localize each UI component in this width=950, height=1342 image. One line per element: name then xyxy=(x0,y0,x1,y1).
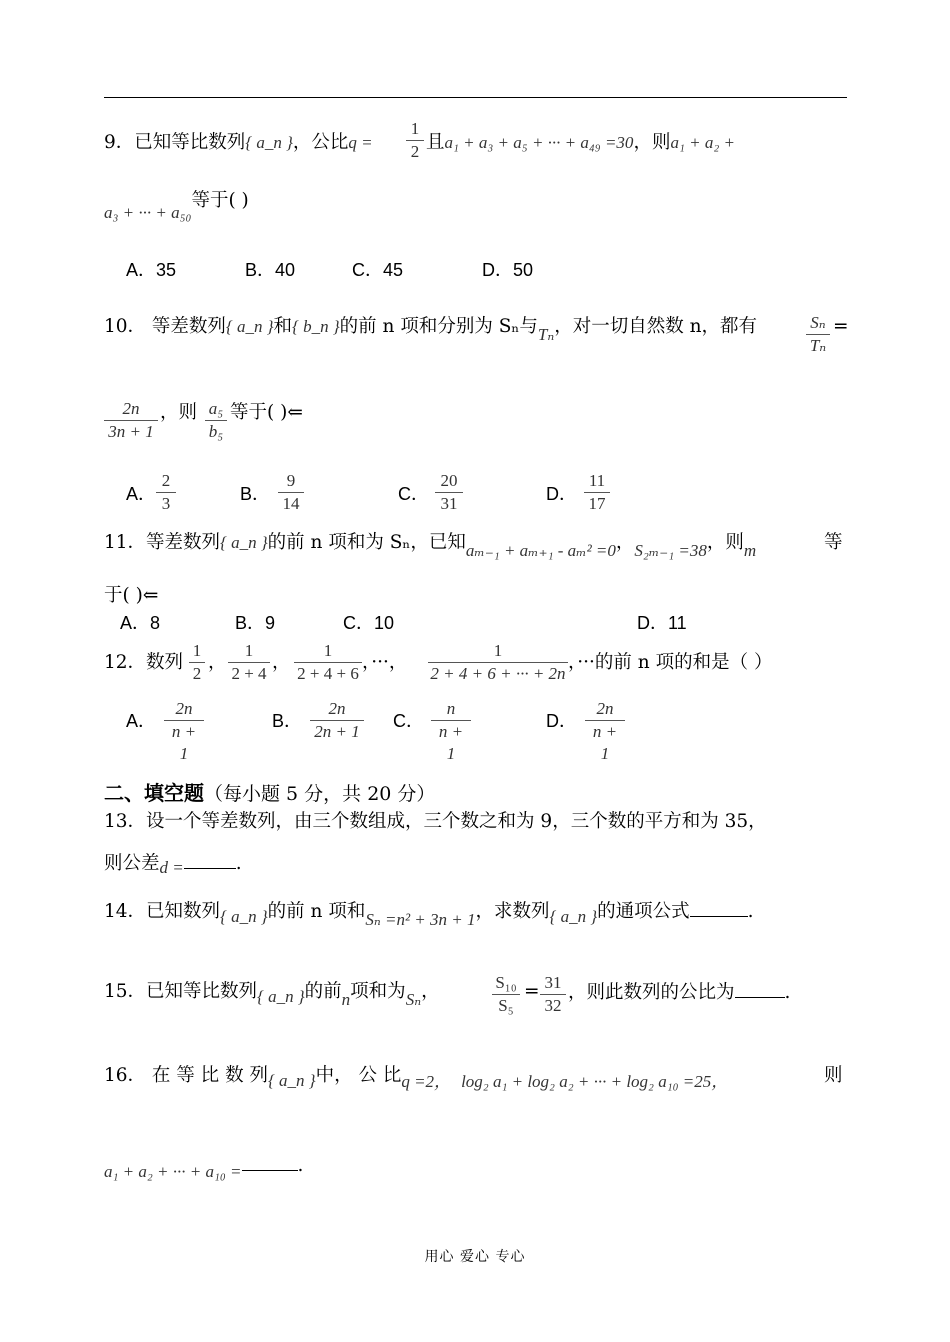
q12-term-n-numerator: 1 xyxy=(428,640,568,663)
q10-rhs-numerator: 2n xyxy=(104,398,158,421)
q12-option-b-numerator: 2n xyxy=(310,698,364,721)
q10-option-a-label: A． xyxy=(126,484,157,504)
q12-stem: 12．数列 xyxy=(104,652,184,673)
q9-option-c: C．45 xyxy=(352,260,404,280)
q11-text-4: 等 xyxy=(824,532,843,553)
q9-sequence: { a_n } xyxy=(245,133,293,152)
q11-stem: 11．等差数列 xyxy=(104,532,221,553)
q10-and: 和 xyxy=(273,316,293,337)
q13-d: d = xyxy=(159,858,184,877)
page-footer: 用心 爱心 专心 xyxy=(424,1249,526,1265)
q9-tail-1: a₁ + a₂ + xyxy=(670,133,735,152)
q9-stem: 9．已知等比数列 xyxy=(104,132,246,153)
q9-ask: 等于( ) xyxy=(191,190,249,211)
q9-tail-2: a₃ + ··· + a₅₀ xyxy=(104,203,192,222)
q9-ratio-denominator: 2 xyxy=(410,142,420,161)
q10-option-c-fraction xyxy=(435,470,463,515)
q14-sequence-2: { a_n } xyxy=(549,907,598,926)
q15-value-numerator: 31 xyxy=(540,972,566,995)
q9-option-a: A．35 xyxy=(126,260,177,280)
q15-equals: = xyxy=(524,981,540,1002)
q12-option-c-label: C． xyxy=(393,711,424,731)
q16-text-2: 中， 公 比 xyxy=(315,1065,402,1086)
q16-sum: a₁ + a₂ + ··· + a₁₀ = xyxy=(104,1162,242,1181)
q11-option-a: A．8 xyxy=(120,613,161,633)
q9-ratio-fraction xyxy=(406,118,424,163)
q16-line-2 xyxy=(104,1152,303,1179)
q11-line-2: 于( )⇐ xyxy=(104,585,159,606)
q10-rhs-fraction xyxy=(104,398,158,443)
q11-m: m xyxy=(743,541,757,560)
q15-value-denominator: 32 xyxy=(544,996,562,1015)
q13-end: . xyxy=(235,853,242,874)
header-rule xyxy=(104,97,847,98)
q15-text-3: 项和为 xyxy=(350,981,406,1002)
q15-S: Sₙ xyxy=(405,990,422,1009)
q15-ratio-numerator: S₁₀ xyxy=(492,972,520,995)
q9-text-4: ，则 xyxy=(633,132,671,153)
q15-tail xyxy=(568,979,790,1006)
q10-ratio-denominator: Tₙ xyxy=(809,336,827,355)
q10-rhs-denominator: 3n + 1 xyxy=(108,422,154,441)
q15-end: . xyxy=(784,982,791,1003)
q10-ask: 等于( )⇐ xyxy=(230,402,303,423)
section-2-heading xyxy=(104,780,435,807)
q10-ask-numerator: a₅ xyxy=(205,398,227,421)
q14-text-4: 的通项公式 xyxy=(597,901,690,922)
q12-option-d-label: D． xyxy=(546,711,577,731)
q12-option-a-denominator: n + 1 xyxy=(171,722,197,763)
q12-term-2 xyxy=(228,640,270,685)
q10-option-c-denominator: 31 xyxy=(440,494,458,513)
q16-q: q =2， xyxy=(401,1072,452,1091)
q11-sequence: { a_n } xyxy=(220,533,268,552)
q14-text-2: 的前 n 项和 xyxy=(267,901,366,922)
question-9-line-1 xyxy=(104,130,373,156)
q13-text: 则公差 xyxy=(104,853,160,874)
q10-text-4: ，则 xyxy=(160,402,198,423)
q15-answer-blank[interactable] xyxy=(735,979,785,998)
q9-ratio-q: q = xyxy=(348,133,373,152)
q14-text-3: ，求数列 xyxy=(475,901,550,922)
q10-option-d-label: D． xyxy=(546,484,577,504)
q10-ask-fraction xyxy=(205,398,227,443)
q12-option-c-denominator: n + 1 xyxy=(438,722,464,763)
q10-equals: = xyxy=(833,316,849,337)
q10-option-d-numerator: 11 xyxy=(584,470,610,493)
q10-text-3: ，对一切自然数 n，都有 xyxy=(554,316,758,337)
section-2-note: （每小题 5 分，共 20 分） xyxy=(204,783,436,805)
q10-option-b-numerator: 9 xyxy=(278,470,304,493)
q10-T: Tₙ xyxy=(537,325,555,344)
q9-condition: a₁ + a₃ + a₅ + ··· + a₄₉ =30 xyxy=(444,133,634,152)
question-15 xyxy=(104,979,440,1009)
q12-term-2-numerator: 1 xyxy=(228,640,270,663)
q10-option-a-denominator: 3 xyxy=(161,494,171,513)
q12-dots: ，···， xyxy=(362,652,408,673)
q12-option-c-fraction xyxy=(431,698,471,765)
q10-option-b-fraction xyxy=(278,470,304,515)
q12-comma-1: ， xyxy=(208,652,227,673)
q12-option-b-denominator: 2n + 1 xyxy=(314,722,360,741)
q15-ratio-denominator: S₅ xyxy=(498,996,514,1015)
question-11-line-1 xyxy=(104,530,757,560)
q12-term-n xyxy=(428,640,568,685)
q11-comma: ， xyxy=(615,532,635,553)
q10-option-a-numerator: 2 xyxy=(156,470,176,493)
q12-tail: ，···的前 n 项的和是（ ） xyxy=(568,652,773,673)
q11-option-d: D．11 xyxy=(637,613,687,633)
q9-option-d: D．50 xyxy=(482,260,534,280)
q9-text-2: ，公比 xyxy=(292,132,349,153)
q10-ratio-fraction xyxy=(806,312,830,357)
q15-text-4: ，则此数列的公比为 xyxy=(568,982,735,1003)
q12-option-b-label: B． xyxy=(272,711,303,731)
q11-text-3: ，则 xyxy=(706,532,744,553)
question-9-line-1b xyxy=(426,130,735,156)
q12-term-2-denominator: 2 + 4 xyxy=(231,664,267,683)
q11-condition-2: S₂ₘ₋₁ =38 xyxy=(634,541,707,560)
q12-term-n-denominator: 2 + 4 + 6 + ··· + 2n xyxy=(430,664,566,683)
q13-line-1: 13．设一个等差数列，由三个数组成，三个数之和为 9，三个数的平方和为 35， xyxy=(104,811,767,832)
q15-ratio-fraction xyxy=(492,972,520,1017)
q11-text-2: 的前 n 项和为 Sₙ，已知 xyxy=(267,532,466,553)
q9-option-b: B．40 xyxy=(245,260,296,280)
q12-term-3-numerator: 1 xyxy=(294,640,362,663)
q12-option-d-denominator: n + 1 xyxy=(592,722,618,763)
q15-sequence: { a_n } xyxy=(257,987,305,1006)
q12-option-a-fraction xyxy=(164,698,204,765)
q12-term-3-denominator: 2 + 4 + 6 xyxy=(297,664,359,683)
q10-ratio-numerator: Sₙ xyxy=(806,312,830,335)
q9-ratio-numerator: 1 xyxy=(406,118,424,141)
q9-text-3: 且 xyxy=(426,132,445,153)
q16-sequence: { a_n } xyxy=(267,1071,316,1090)
q14-end: . xyxy=(747,901,754,922)
q10-option-d-fraction xyxy=(584,470,610,515)
q15-stem: 15．已知等比数列 xyxy=(104,981,258,1002)
q10-sequence-a: { a_n } xyxy=(225,317,274,336)
q15-text-2: 的前 xyxy=(304,981,342,1002)
q12-term-1 xyxy=(189,640,205,685)
q15-n: n xyxy=(341,990,351,1009)
q13-line-2 xyxy=(104,850,242,877)
q16-stem: 16． 在 等 比 数 列 xyxy=(104,1065,268,1086)
q16-answer-blank[interactable] xyxy=(242,1152,298,1171)
q12-term-3 xyxy=(294,640,362,685)
section-2-title: 二、填空题 xyxy=(104,781,204,805)
q15-value-fraction xyxy=(540,972,566,1017)
q12-term-1-denominator: 2 xyxy=(192,664,202,683)
q10-text-2: 的前 n 项和分别为 Sₙ与 xyxy=(339,316,538,337)
q10-option-b-denominator: 14 xyxy=(282,494,300,513)
q14-answer-blank[interactable] xyxy=(690,898,748,917)
q10-option-b-label: B． xyxy=(240,484,271,504)
q12-comma-2: ， xyxy=(272,652,291,673)
q10-option-a-fraction xyxy=(156,470,176,515)
q10-option-c-numerator: 20 xyxy=(435,470,463,493)
question-14 xyxy=(104,898,754,929)
question-9-line-2 xyxy=(104,188,249,222)
q12-option-b-fraction xyxy=(310,698,364,743)
q11-condition-1: aₘ₋₁ + aₘ₊₁ - aₘ² =0 xyxy=(465,541,616,560)
q16-text-3: 则 xyxy=(824,1065,843,1086)
q14-formula: Sₙ =n² + 3n + 1 xyxy=(365,910,476,929)
q14-sequence: { a_n } xyxy=(220,907,268,926)
q14-stem: 14．已知数列 xyxy=(104,901,221,922)
q11-option-b: B．9 xyxy=(235,613,276,633)
q12-option-a-numerator: 2n xyxy=(164,698,204,721)
q12-option-a-label: A． xyxy=(126,711,157,731)
q13-answer-blank[interactable] xyxy=(184,850,236,869)
q12-term-1-numerator: 1 xyxy=(189,640,205,663)
question-10-line-1 xyxy=(104,314,758,344)
q12-option-d-fraction xyxy=(585,698,625,765)
q10-option-d-denominator: 17 xyxy=(588,494,606,513)
q10-ask-denominator: b₅ xyxy=(208,422,224,441)
q11-option-c: C．10 xyxy=(343,613,395,633)
q10-option-c-label: C． xyxy=(398,484,429,504)
q10-stem: 10． 等差数列 xyxy=(104,316,226,337)
q16-formula: log₂ a₁ + log₂ a₂ + ··· + log₂ a₁₀ =25， xyxy=(461,1072,729,1091)
q12-option-c-numerator: n xyxy=(431,698,471,721)
q16-end: . xyxy=(297,1155,304,1176)
q12-option-d-numerator: 2n xyxy=(585,698,625,721)
q15-comma: ， xyxy=(421,981,440,1002)
q10-sequence-b: { b_n } xyxy=(292,317,340,336)
question-16 xyxy=(104,1063,728,1089)
